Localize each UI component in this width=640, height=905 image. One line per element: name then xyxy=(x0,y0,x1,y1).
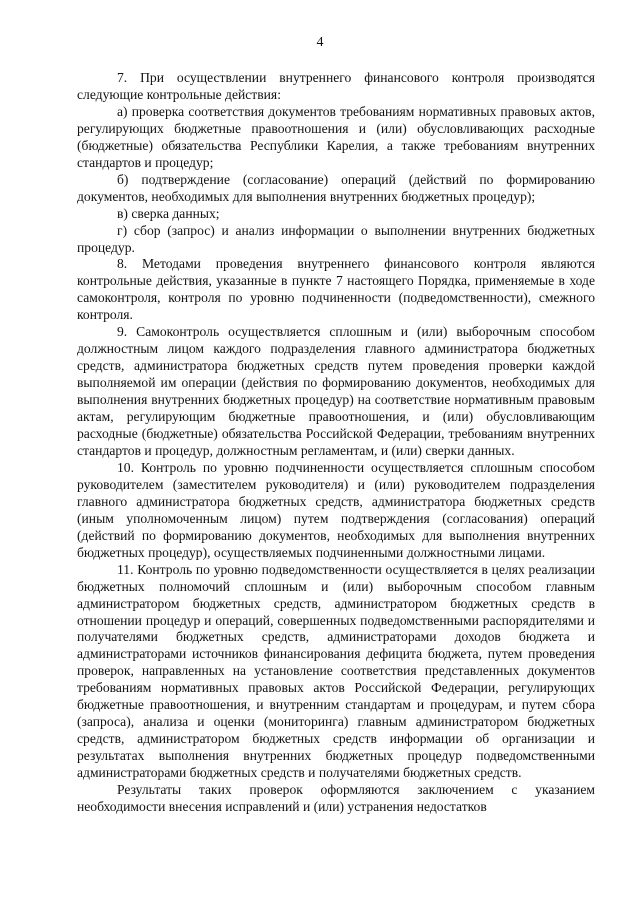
document-body xyxy=(77,70,595,816)
paragraph-results: Результаты таких проверок оформляются заключением с указанием необходимости внесения исправлений и (или) устранения недостатков xyxy=(77,782,595,814)
paragraph-9: 9. Самоконтроль осуществляется сплошным и (или) выборочным способом должностным лицом каждого подразделения главного администратора бюджетных средств, администратора бюджетных средств путем проведения проверки каждой выполняемой им операции (действия по формированию документов, необходимых для выполнения внутренних бюджетных процедур) на соответствие нормативным правовым актам, регулирующим бюджетные правоотношения, и (или) обусловливающим расходные (бюджетные) обязательства Российской Федерации, требованиям внутренних стандартов и процедур, должностным регламентам, и (или) сверки данных. xyxy=(77,324,595,458)
paragraph-10: 10. Контроль по уровню подчиненности осуществляется сплошным способом руководителем (заместителем руководителя) и (или) руководителем подразделения главного администратора бюджетных средств, администратора бюджетных средств (иным уполномоченным лицом) путем подтверждения (согласования) операций (действий по формированию документов, необходимых для выполнения внутренних бюджетных процедур), осуществляемых подчиненными должностными лицами. xyxy=(77,459,595,560)
paragraph-11: 11. Контроль по уровню подведомственности осуществляется в целях реализации бюджетных полномочий сплошным и (или) выборочным способом главным администратором бюджетных средств, администратором бюджетных средств в отношении процедур и операций, совершенных подведомственными распорядителями и получателями бюджетных средств, администраторами доходов бюджета и администраторами источников финансирования дефицита бюджета, путем проведения проверок, направленных на установление соответствия представленных документов требованиям нормативных правовых актов Российской Федерации, регулирующих бюджетные правоотношения, и внутренним стандартам и процедурам, и путем сбора (запроса), анализа и оценки (мониторинга) главным администратором бюджетных средств, администратором бюджетных средств информации об организации и результатах выполнения внутренних бюджетных процедур подведомственными администраторами бюджетных средств и получателями бюджетных средств. xyxy=(77,561,595,781)
paragraph-7b: б) подтверждение (согласование) операций (действий по формированию документов, необходимых для выполнения внутренних бюджетных процедур); xyxy=(77,171,595,204)
paragraph-7v: в) сверка данных; xyxy=(117,205,220,221)
page-number: 4 xyxy=(316,35,324,50)
paragraph-7g: г) сбор (запрос) и анализ информации о выполнении внутренних бюджетных процедур. xyxy=(77,222,595,255)
paragraph-7a: а) проверка соответствия документов требованиям нормативных правовых актов, регулирующих бюджетные правоотношения и (или) обусловливающих расходные (бюджетные) обязательства Республики Карелия, а также требованиям внутренних стандартов и процедур; xyxy=(77,103,595,170)
paragraph-8: 8. Методами проведения внутреннего финансового контроля являются контрольные действия, указанные в пункте 7 настоящего Порядка, применяемые в ходе самоконтроля, контроля по уровню подчиненности (подведомственности), смежного контроля. xyxy=(77,256,595,323)
paragraph-7-intro: 7. При осуществлении внутреннего финансового контроля производятся следующие контрольные действия: xyxy=(77,70,595,102)
